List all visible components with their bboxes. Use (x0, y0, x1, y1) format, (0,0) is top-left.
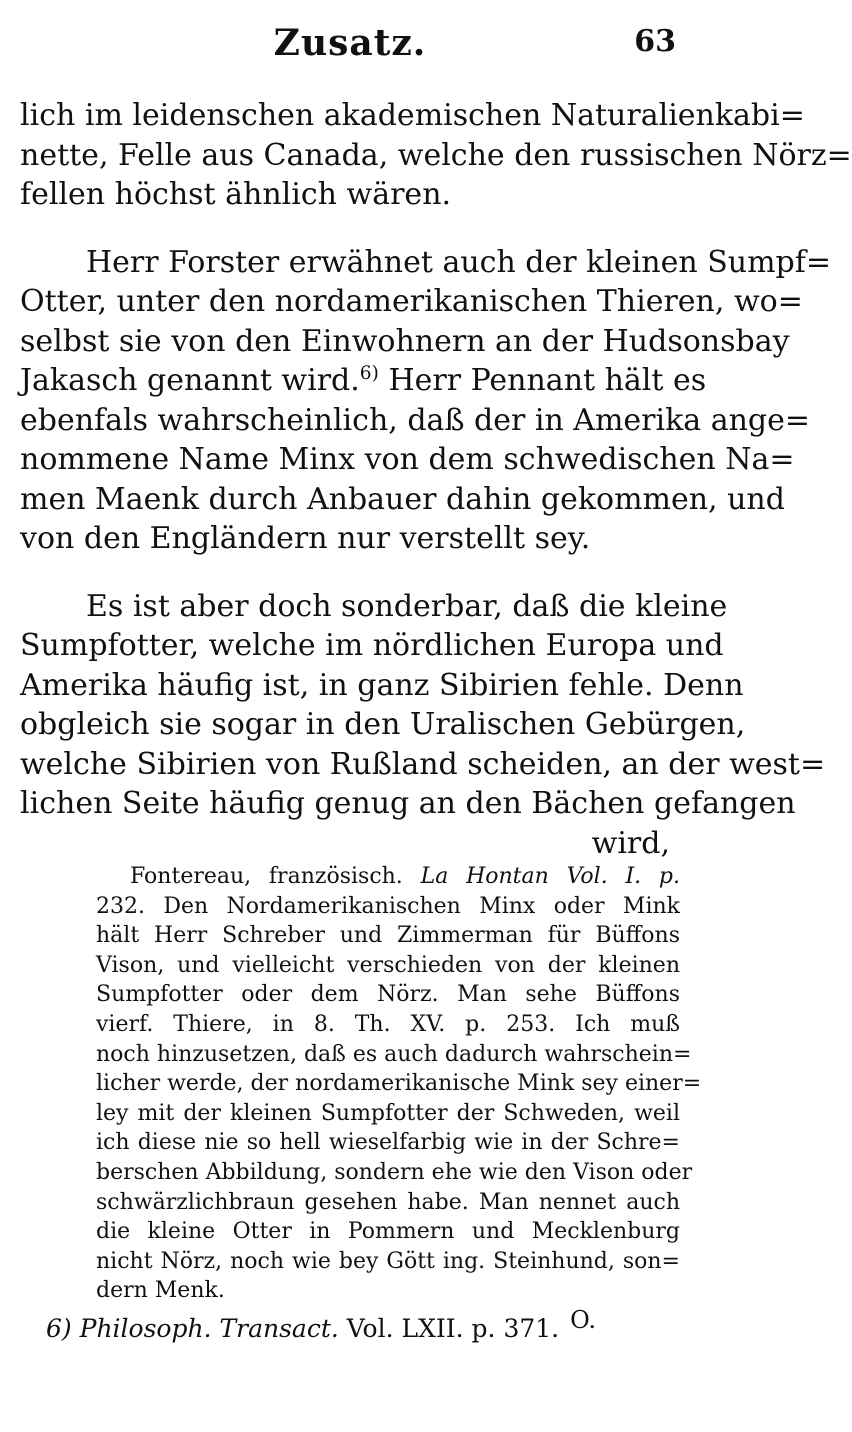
footnote-source: Philosoph. Transact. (79, 1314, 339, 1343)
footnote-line: ich diese nie so hell wieselfarbig wie in der Schre= (96, 1130, 680, 1156)
paragraph-2 (20, 243, 831, 559)
running-header (20, 22, 680, 82)
text-line: obgleich sie sogar in den Uralischen Gebürgen, (20, 707, 746, 742)
text-line: lich im leidenschen akademischen Naturalienkabi= (20, 98, 805, 133)
footnote-line: hält Herr Schreber und Zimmerman für Büffons (96, 923, 680, 949)
text-segment: La Hontan Vol. I. p. (420, 864, 680, 889)
text-line: Es ist aber doch sonderbar, daß die kleine (86, 588, 728, 624)
text-line: Amerika häufig ist, in ganz Sibirien fehle. Denn (20, 667, 744, 703)
text-line: ebenfals wahrscheinlich, daß der in Amerika ange= (20, 402, 811, 438)
text-segment: Jakasch genannt wird. (20, 363, 360, 398)
text-line: Herr Forster erwähnet auch der kleinen Sumpf= (86, 244, 831, 280)
footnote-marker: 6) (359, 363, 379, 384)
text-line: nommene Name Minx von dem schwedischen Na= (20, 442, 795, 477)
text-segment: Herr Pennant hält es (388, 363, 707, 398)
text-segment: Fontereau, französisch. (130, 864, 403, 889)
footnote-line: die kleine Otter in Pommern und Mecklenburg (96, 1219, 680, 1245)
text-line: selbst sie von den Einwohnern an der Hudsonsbay (20, 323, 790, 359)
text-line: Sumpfotter, welche im nördlichen Europa und (20, 628, 724, 663)
text-line: men Maenk durch Anbauer dahin gekommen, und (20, 481, 785, 517)
footnote-line: berschen Abbildung, sondern ehe wie den Vison oder (96, 1159, 693, 1185)
text-line: nette, Felle aus Canada, welche den russischen Nörz= (20, 137, 852, 173)
footnote-number: 6) (46, 1314, 72, 1343)
text-line: von den Engländern nur verstellt sey. (20, 521, 591, 556)
footnote-line: schwärzlichbraun gesehen habe. Man nennet auch (96, 1189, 680, 1215)
footnote-line: 232. Den Nordamerikanischen Minx oder Mink (96, 893, 680, 919)
footnote-6 (46, 1314, 559, 1343)
footnote-line: dern Menk. (96, 1278, 225, 1304)
footnote-line (96, 862, 680, 892)
text-line: welche Sibirien von Rußland scheiden, an der west= (20, 746, 826, 782)
main-text (20, 96, 852, 863)
paragraph-3 (20, 587, 826, 864)
footnote-line: noch hinzusetzen, daß es auch dadurch wahrschein= (96, 1041, 692, 1067)
text-line: fellen höchst ähnlich wären. (20, 177, 452, 212)
text-line: Otter, unter den nordamerikanischen Thieren, wo= (20, 284, 803, 319)
catchword: O. (570, 1305, 596, 1334)
footnote-line: nicht Nörz, noch wie bey Gött ing. Steinhund, son= (96, 1248, 680, 1274)
footnote-line: vierf. Thiere, in 8. Th. XV. p. 253. Ich muß (96, 1011, 680, 1037)
footnote-line: ley mit der kleinen Sumpfotter der Schweden, weil (96, 1100, 680, 1126)
text-line (20, 361, 707, 401)
footnote-line: Sumpfotter oder dem Nörz. Man sehe Büffons (96, 982, 680, 1008)
footnote-reference: Vol. LXII. p. 371. (346, 1314, 560, 1343)
footnote-line: licher werde, der nordamerikanische Mink sey einer= (96, 1071, 702, 1097)
footnote-continued (96, 862, 702, 1336)
footnote-line: Vison, und vielleicht verschieden von der kleinen (96, 952, 680, 978)
paragraph-1 (20, 96, 852, 215)
catchword: wird, (591, 825, 670, 861)
page-number: 63 (634, 24, 676, 59)
text-line: lichen Seite häufig genug an den Bächen gefangen (20, 786, 796, 821)
running-title: Zusatz. (273, 22, 427, 64)
